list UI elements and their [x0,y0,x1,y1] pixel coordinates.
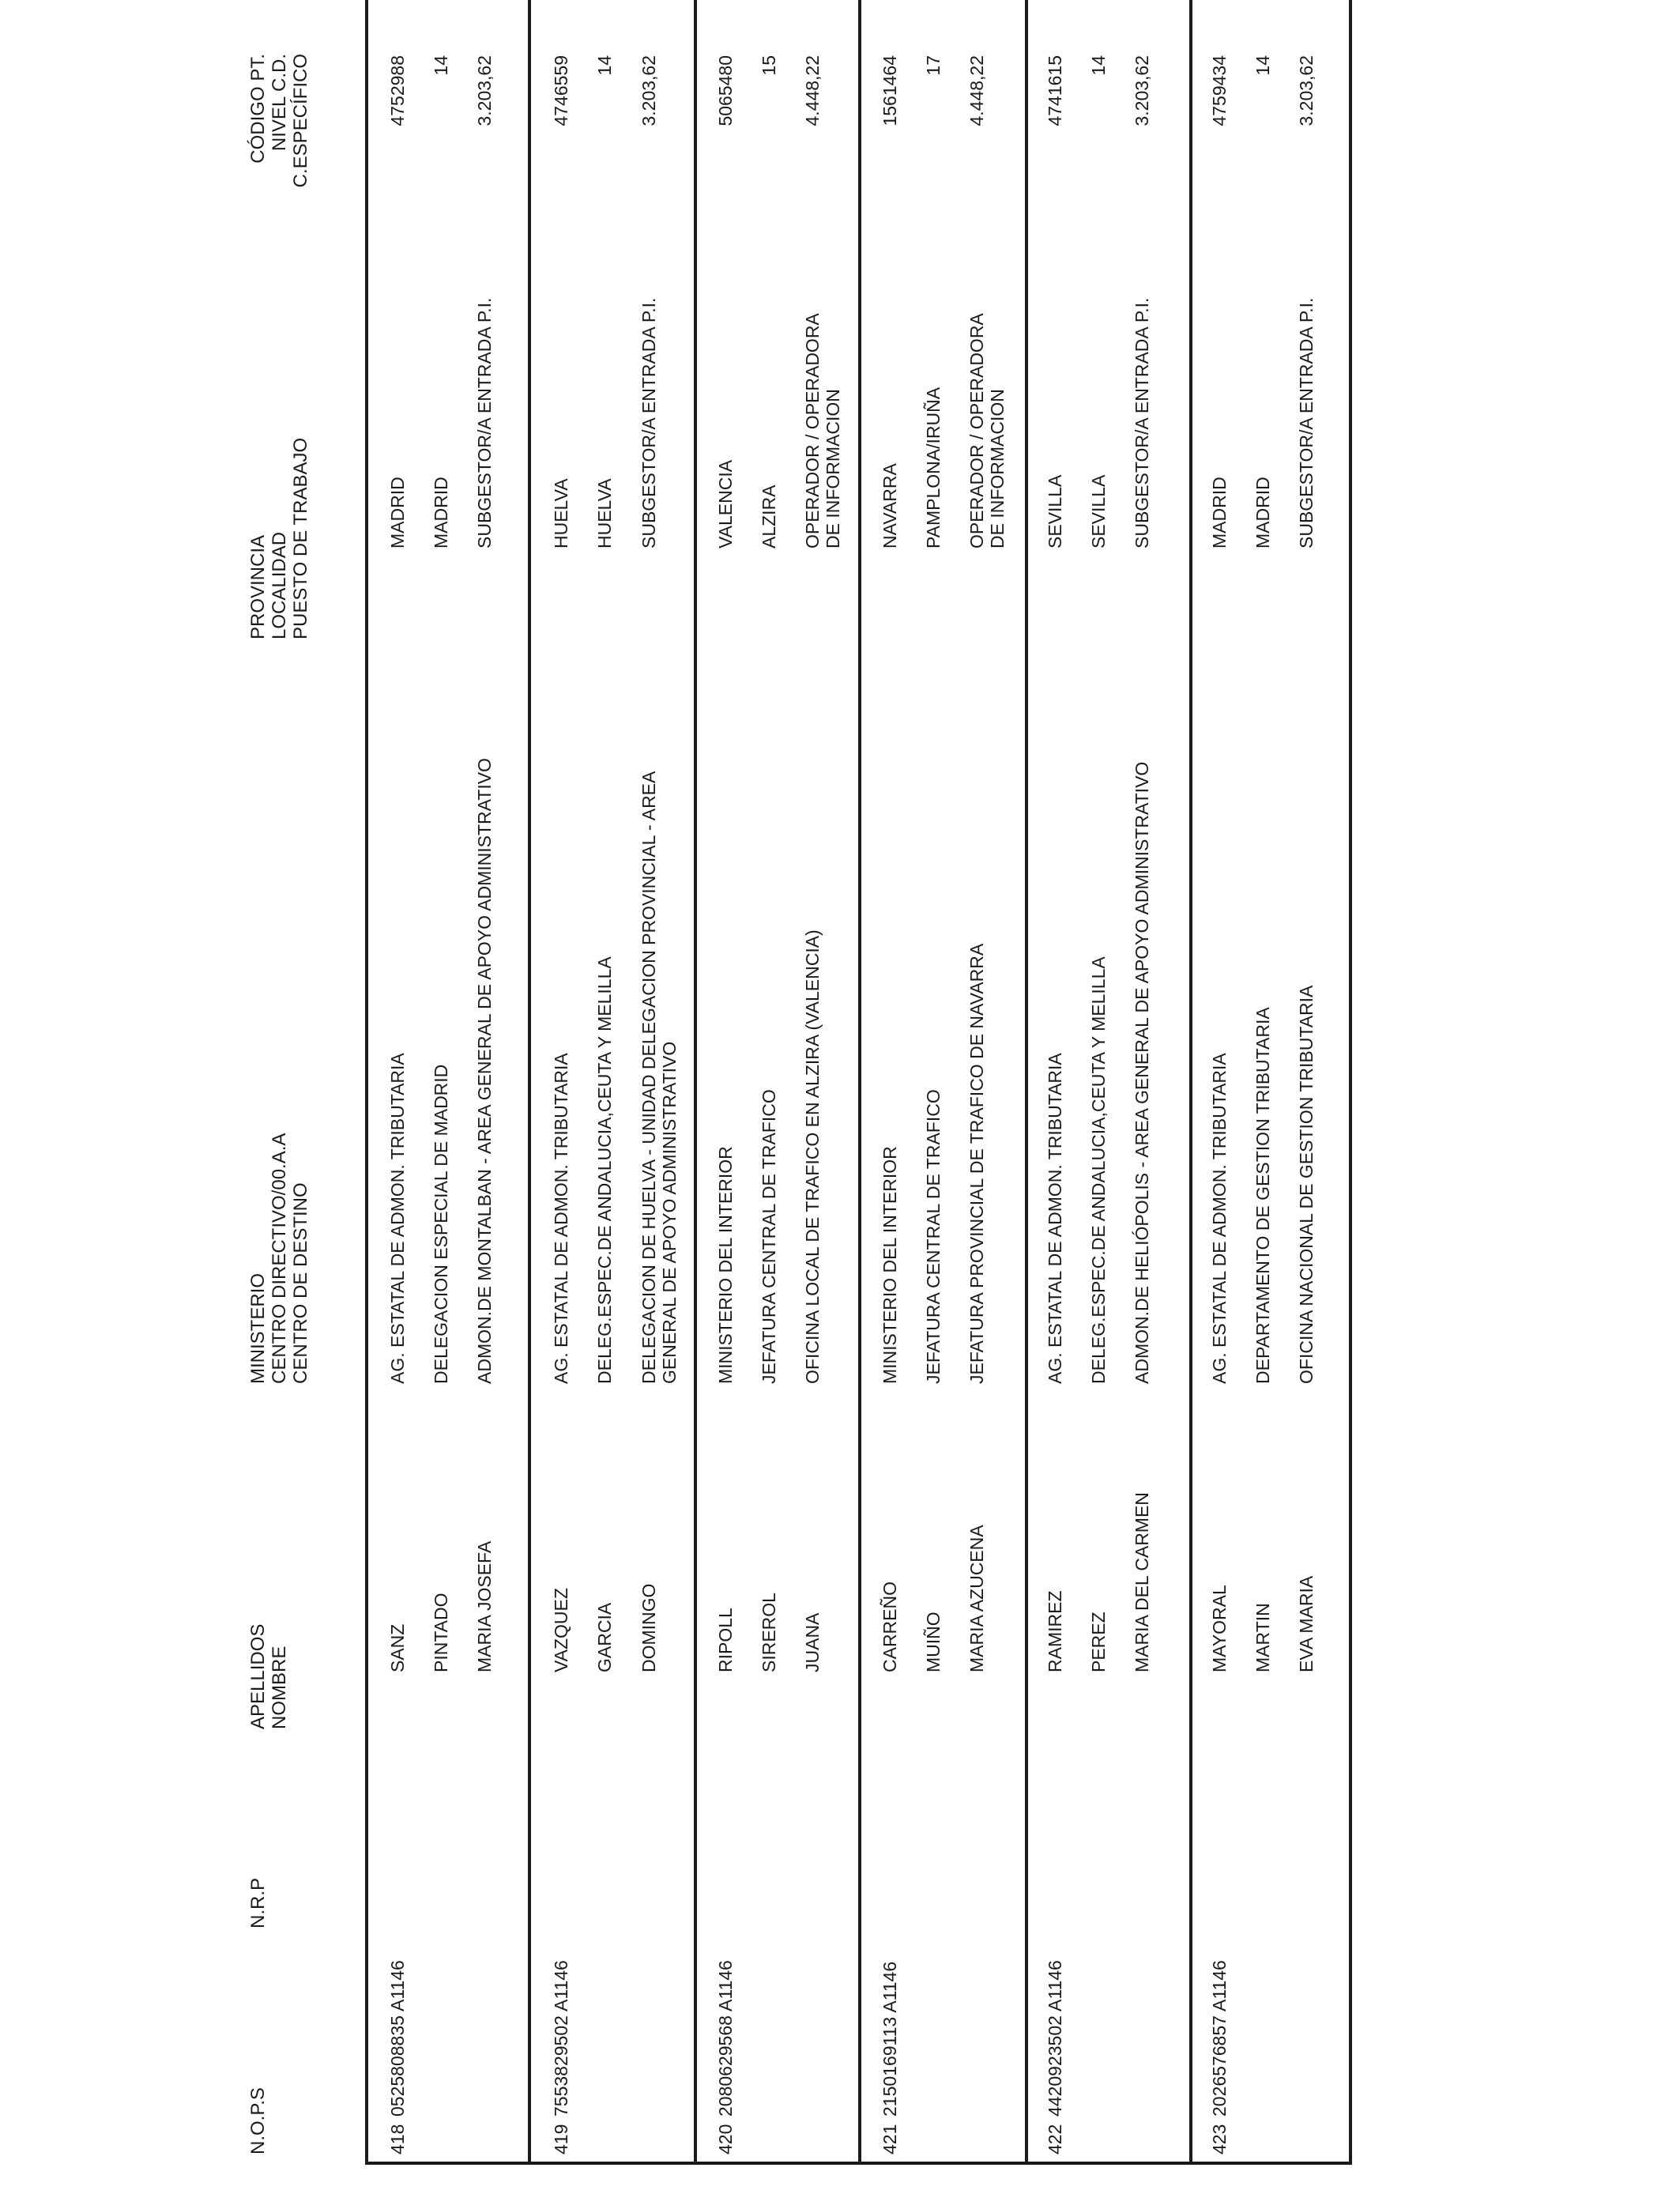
apellido2-value: PINTADO [431,1593,451,1672]
nombre-value: MARIA DEL CARMEN [1132,1492,1152,1672]
codigo-value: 5065480 [715,55,736,126]
header-provincia-puesto: PROVINCIA LOCALIDAD PUESTO DE TRABAJO [247,437,311,639]
centro-directivo-value: DELEG.ESPEC.DE ANDALUCIA,CEUTA Y MELILLA [594,956,615,1384]
centro-destino-value: ADMON.DE MONTALBAN - AREA GENERAL DE APOYO ADMINISTRATIVO [474,758,495,1384]
centro-destino-value: JEFATURA PROVINCIAL DE TRAFICO DE NAVARRA [966,943,987,1384]
nrp-value: 2080629568 A1146 [715,1960,736,2117]
provincia-value: NAVARRA [880,463,900,548]
especifico-value: 3.203,62 [1296,55,1317,126]
puesto-value: SUBGESTOR/A ENTRADA P.I. [1296,297,1317,548]
apellido1-value: MAYORAL [1209,1585,1230,1672]
especifico-value: 3.203,62 [638,55,659,126]
localidad-value: SEVILLA [1088,474,1109,548]
codigo-value: 4741615 [1045,55,1065,126]
centro-directivo-value: DELEGACION ESPECIAL DE MADRID [431,1064,451,1384]
nivel-value: 14 [431,55,451,76]
header-nops: N.O.P.S [247,2087,269,2154]
puesto-value: SUBGESTOR/A ENTRADA P.I. [474,297,495,548]
apellido1-value: RAMIREZ [1045,1590,1065,1672]
header-nrp: N.R.P [247,1877,269,1928]
row-separator [528,0,531,2165]
nivel-value: 14 [1252,55,1273,76]
centro-directivo-value: JEFATURA CENTRAL DE TRAFICO [923,1089,944,1384]
nops-value: 419 [551,2124,571,2154]
apellido2-value: MUIÑO [923,1612,944,1672]
localidad-value: MADRID [431,477,451,548]
nivel-value: 14 [1088,55,1109,76]
centro-directivo-value: JEFATURA CENTRAL DE TRAFICO [759,1089,779,1384]
nops-value: 421 [880,2124,900,2154]
codigo-value: 4752988 [387,55,408,126]
row-separator [694,0,697,2165]
provincia-value: HUELVA [551,478,571,548]
ministerio-value: AG. ESTATAL DE ADMON. TRIBUTARIA [551,1053,571,1384]
centro-destino-value: OFICINA NACIONAL DE GESTION TRIBUTARIA [1296,985,1317,1384]
puesto-value: OPERADOR / OPERADORA DE INFORMACION [966,314,1008,548]
nivel-value: 14 [594,55,615,76]
header-apellidos-nombre: APELLIDOS NOMBRE [247,1623,290,1729]
localidad-value: PAMPLONA/IRUÑA [923,386,944,548]
centro-directivo-value: DELEG.ESPEC.DE ANDALUCIA,CEUTA Y MELILLA [1088,956,1109,1384]
centro-destino-value: ADMON.DE HELIÓPOLIS - AREA GENERAL DE APOYO ADMINISTRATIVO [1132,761,1152,1384]
nops-value: 422 [1045,2124,1065,2154]
especifico-value: 3.203,62 [1132,55,1152,126]
ministerio-value: AG. ESTATAL DE ADMON. TRIBUTARIA [1045,1053,1065,1384]
localidad-value: ALZIRA [759,484,779,548]
especifico-value: 4.448,22 [802,55,823,126]
provincia-value: MADRID [1209,477,1230,548]
nombre-value: JUANA [802,1612,823,1672]
ministerio-value: AG. ESTATAL DE ADMON. TRIBUTARIA [387,1053,408,1384]
apellido2-value: MARTIN [1252,1603,1273,1672]
codigo-value: 1561464 [880,55,900,126]
nivel-value: 17 [923,55,944,76]
row-separator [1189,0,1192,2165]
ministerio-value: AG. ESTATAL DE ADMON. TRIBUTARIA [1209,1053,1230,1384]
row-separator [858,0,861,2165]
nrp-value: 0525808835 A1146 [387,1960,408,2117]
row-separator [1025,0,1028,2165]
nops-value: 418 [387,2124,408,2154]
nrp-value: 2026576857 A1146 [1209,1960,1230,2117]
nops-value: 420 [715,2124,736,2154]
nombre-value: MARIA AZUCENA [966,1525,987,1672]
centro-destino-value: DELEGACION DE HUELVA - UNIDAD DELEGACION PROVINCIAL - AREA GENERAL DE APOYO ADMINISTRATIVO [638,771,680,1384]
ministerio-value: MINISTERIO DEL INTERIOR [880,1146,900,1384]
apellido2-value: SIREROL [759,1593,779,1672]
nrp-value: 7553829502 A1146 [551,1960,571,2117]
ministerio-value: MINISTERIO DEL INTERIOR [715,1146,736,1384]
apellido1-value: RIPOLL [715,1608,736,1672]
localidad-value: HUELVA [594,478,615,548]
apellido1-value: CARREÑO [880,1581,900,1672]
nivel-value: 15 [759,55,779,76]
apellido2-value: PEREZ [1088,1612,1109,1672]
puesto-value: SUBGESTOR/A ENTRADA P.I. [638,297,659,548]
apellido2-value: GARCIA [594,1602,615,1672]
header-ministerio-centro: MINISTERIO CENTRO DIRECTIVO/00.A.A CENTRO DE DESTINO [247,1133,311,1384]
puesto-value: SUBGESTOR/A ENTRADA P.I. [1132,297,1152,548]
codigo-value: 4759434 [1209,55,1230,126]
localidad-value: MADRID [1252,477,1273,548]
nrp-value: 2150169113 A1146 [880,1961,900,2117]
nombre-value: EVA MARIA [1296,1575,1317,1672]
codigo-value: 4746559 [551,55,571,126]
apellido1-value: VAZQUEZ [551,1588,571,1672]
provincia-value: MADRID [387,477,408,548]
nops-value: 423 [1209,2124,1230,2154]
puesto-value: OPERADOR / OPERADORA DE INFORMACION [802,314,843,548]
centro-destino-value: OFICINA LOCAL DE TRAFICO EN ALZIRA (VALENCIA) [802,929,823,1384]
especifico-value: 4.448,22 [966,55,987,126]
provincia-value: SEVILLA [1045,474,1065,548]
nrp-value: 4420923502 A1146 [1045,1960,1065,2117]
centro-directivo-value: DEPARTAMENTO DE GESTION TRIBUTARIA [1252,1007,1273,1384]
header-codigo-nivel-especifico: CÓDIGO PT. NIVEL C.D. C.ESPECÍFICO [247,54,311,188]
apellido1-value: SANZ [387,1623,408,1672]
nombre-value: DOMINGO [638,1583,659,1672]
especifico-value: 3.203,62 [474,55,495,126]
provincia-value: VALENCIA [715,459,736,548]
nombre-value: MARIA JOSEFA [474,1540,495,1672]
